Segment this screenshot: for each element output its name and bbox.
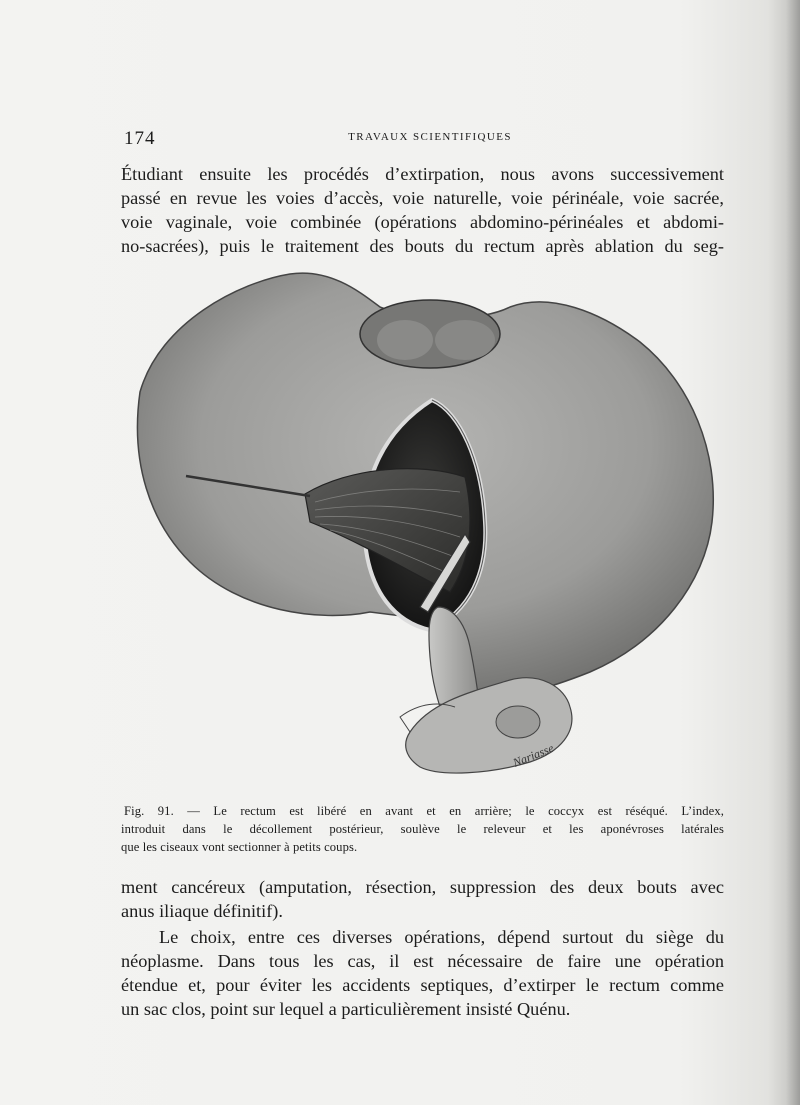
paragraph-line: Étudiant ensuite les procédés d’extirpation, nous avons successivement [121, 164, 724, 184]
paragraph-line: passé en revue les voies d’accès, voie naturelle, voie périnéale, voie sacrée, [121, 188, 724, 208]
page-edge-shadow [786, 0, 800, 1105]
figure-caption-line: que les ciseaux vont sectionner à petits coups. [121, 840, 358, 854]
illustration-svg [120, 262, 725, 792]
paragraph-line: anus iliaque définitif). [121, 901, 283, 921]
paragraph-line: ment cancéreux (amputation, résection, suppression des deux bouts avec [121, 877, 724, 897]
page-number: 174 [124, 128, 156, 149]
paragraph-line: no-sacrées), puis le traitement des bouts du rectum après ablation du seg- [121, 236, 724, 256]
paragraph-line: voie vaginale, voie combinée (opérations abdomino-périnéales et abdomi- [121, 212, 724, 232]
paragraph-line: néoplasme. Dans tous les cas, il est nécessaire de faire une opération [121, 951, 724, 971]
figure-caption-line: introduit dans le décollement postérieur, soulève le releveur et les aponévroses latérales [121, 822, 724, 836]
paragraph-line: un sac clos, point sur lequel a particulièrement insisté Quénu. [121, 999, 571, 1019]
hand [406, 678, 572, 773]
paragraph-line: étendue et, pour éviter les accidents septiques, d’extirper le rectum comme [121, 975, 724, 995]
surgical-illustration [120, 262, 725, 792]
artist-signature: Nariasse [510, 740, 556, 770]
figure-caption-line: Fig. 91. — Le rectum est libéré en avant et en arrière; le coccyx est réséqué. L’index, [124, 804, 724, 818]
running-title: TRAVAUX SCIENTIFIQUES [348, 131, 512, 143]
paragraph-line: Le choix, entre ces diverses opérations, dépend surtout du siège du [159, 927, 724, 947]
